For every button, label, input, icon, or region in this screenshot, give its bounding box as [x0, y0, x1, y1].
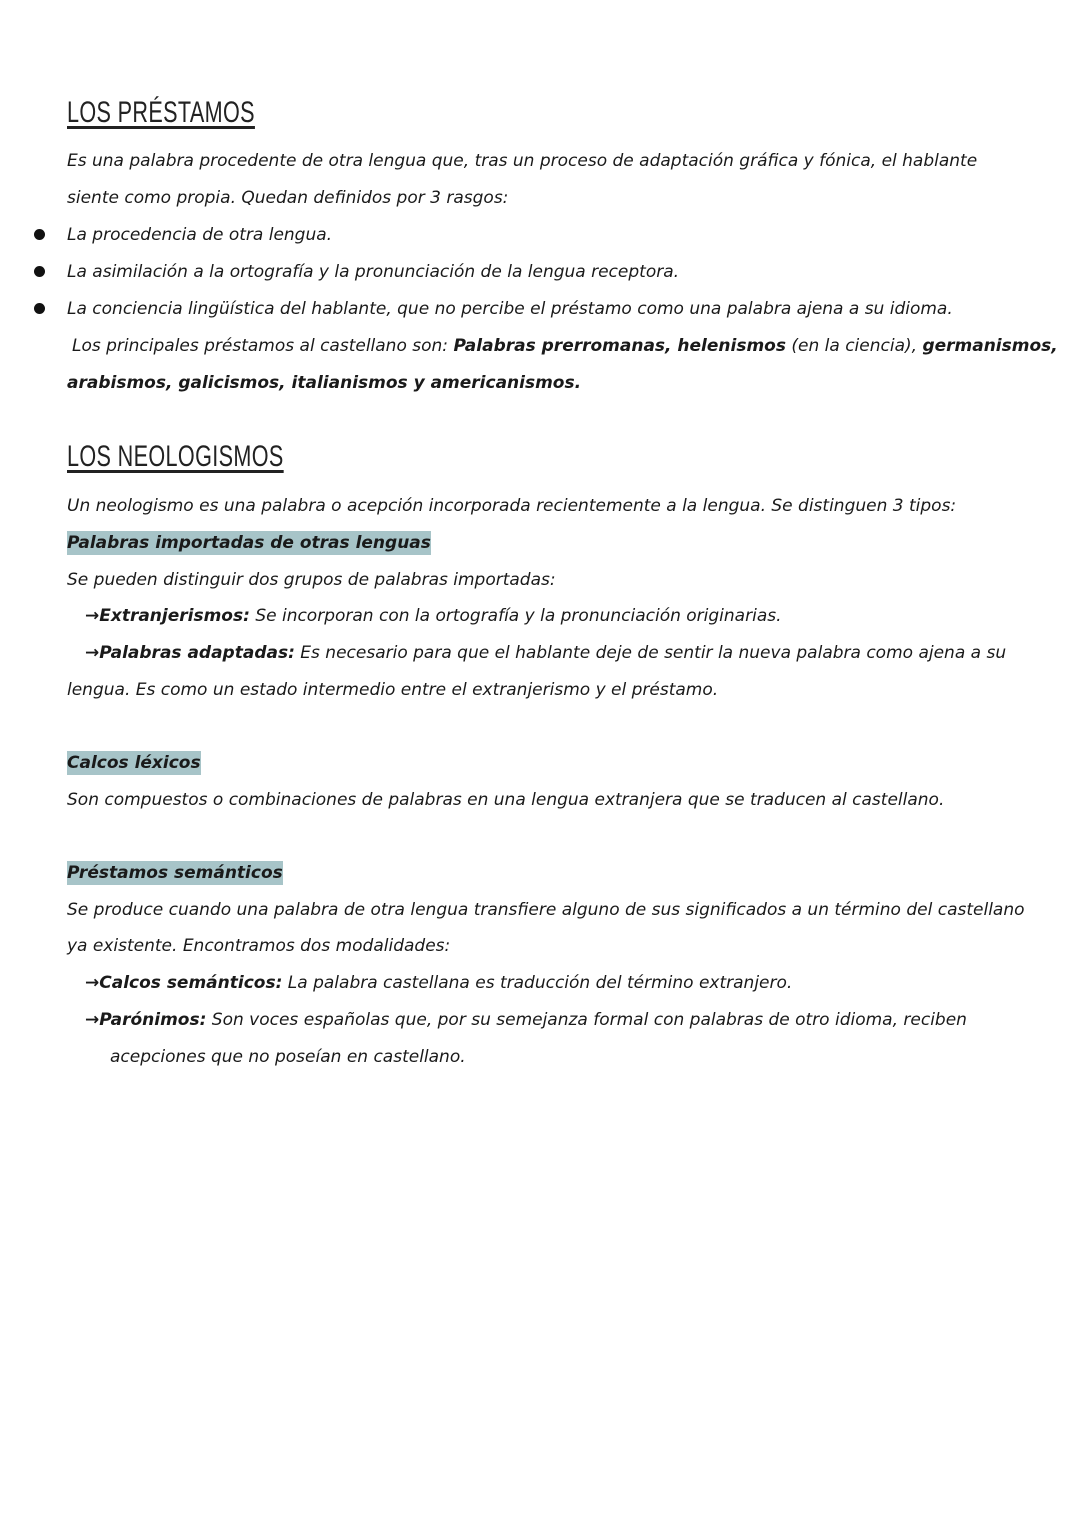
paragraph: Los principales préstamos al castellano son: Palabras prerromanas, helenismos (en la ciencia), germanismos,	[72, 336, 1058, 356]
list-item: →Parónimos: Son voces españolas que, por su semejanza formal con palabras de otro idioma, reciben	[85, 1010, 967, 1030]
paragraph: ya existente. Encontramos dos modalidades:	[67, 936, 451, 956]
bullet-icon	[34, 229, 45, 240]
list-item: La conciencia lingüística del hablante, que no percibe el préstamo como una palabra ajena a su idioma.	[0, 297, 953, 321]
subheading: Calcos léxicos	[67, 753, 201, 773]
bullet-icon	[34, 303, 45, 314]
list-item: →Calcos semánticos: La palabra castellana es traducción del término extranjero.	[85, 973, 793, 993]
paragraph: acepciones que no poseían en castellano.	[110, 1047, 466, 1067]
list-item: La asimilación a la ortografía y la pronunciación de la lengua receptora.	[0, 260, 679, 284]
bullet-icon	[34, 266, 45, 277]
list-item: →Palabras adaptadas: Es necesario para que el hablante deje de sentir la nueva palabra como ajena a su	[85, 643, 1007, 663]
list-item: →Extranjerismos: Se incorporan con la ortografía y la pronunciación originarias.	[85, 606, 782, 626]
paragraph: arabismos, galicismos, italianismos y americanismos.	[67, 373, 582, 393]
paragraph: Son compuestos o combinaciones de palabras en una lengua extranjera que se traducen al castellano.	[67, 790, 945, 810]
section-title-prestamos: LOS PRÉSTAMOS	[67, 96, 255, 129]
paragraph: Se pueden distinguir dos grupos de palabras importadas:	[67, 570, 556, 590]
subheading: Préstamos semánticos	[67, 863, 283, 883]
section-title-neologismos: LOS NEOLOGISMOS	[67, 440, 284, 473]
paragraph: Un neologismo es una palabra o acepción incorporada recientemente a la lengua. Se distinguen 3 tipos:	[67, 496, 957, 516]
paragraph: siente como propia. Quedan definidos por 3 rasgos:	[67, 188, 509, 208]
paragraph: lengua. Es como un estado intermedio entre el extranjerismo y el préstamo.	[67, 680, 719, 700]
list-item: La procedencia de otra lengua.	[0, 223, 332, 247]
subheading: Palabras importadas de otras lenguas	[67, 533, 431, 553]
paragraph: Se produce cuando una palabra de otra lengua transfiere alguno de sus significados a un término del castellano	[67, 900, 1025, 920]
paragraph: Es una palabra procedente de otra lengua que, tras un proceso de adaptación gráfica y fónica, el hablante	[67, 151, 978, 171]
